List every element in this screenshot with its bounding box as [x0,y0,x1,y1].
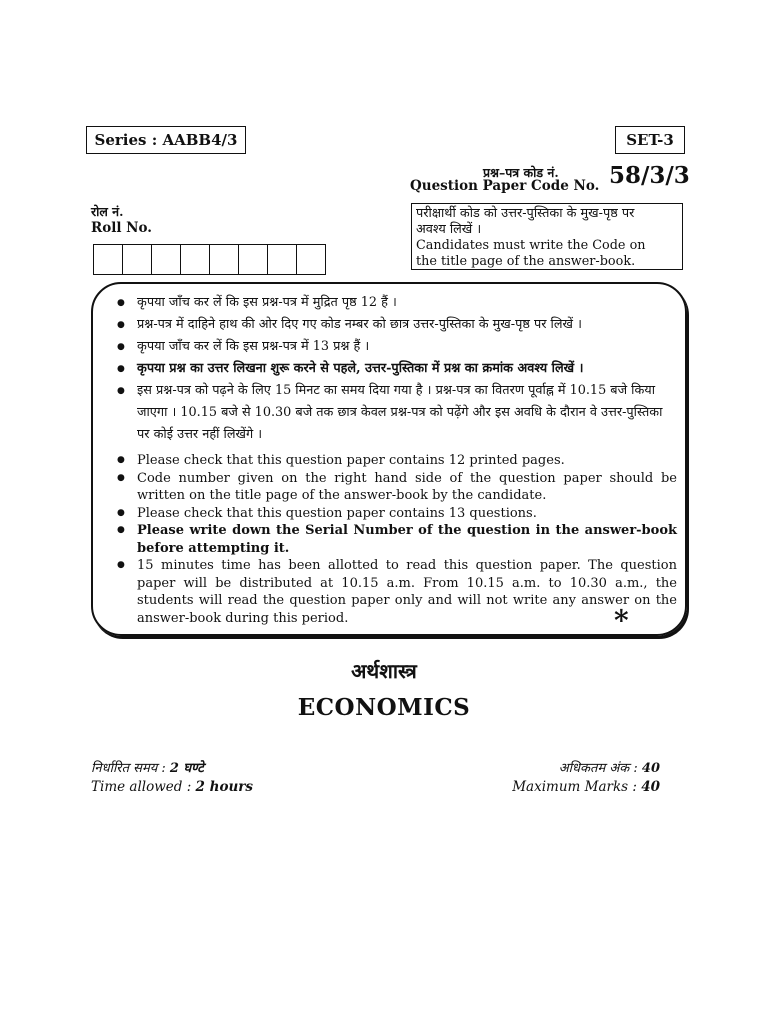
time-allowed-english [91,779,253,795]
time-allowed-english-value: 2 hours [195,779,253,795]
roll-number-cell[interactable] [210,245,239,274]
instruction-item-hindi: ● इस प्रश्न-पत्र को पढ़ने के लिए 15 मिनट का समय दिया गया है । प्रश्न-पत्र का वितरण पूर्वाह्न में 10.15 बजे किया जाएगा । 10.15 बजे से 10.30 बजे तक छात्र केवल प्रश्न-पत्र को पढ़ेंगे और इस अवधि के दौरान वे उत्तर-पुस्तिका पर कोई उत्तर नहीं लिखेंगे । [111,380,677,446]
subject-title-english: ECONOMICS [297,694,471,721]
roll-number-cell[interactable] [123,245,152,274]
roll-number-cell[interactable] [181,245,210,274]
set-label: SET-3 [615,126,685,154]
candidate-note-english-line: the title page of the answer-book. [416,254,636,269]
maximum-marks-english-value: 40 [641,779,660,795]
instruction-item-hindi: ● कृपया जाँच कर लें कि इस प्रश्न-पत्र में मुद्रित पृष्ठ 12 हैं । [111,292,677,314]
question-paper-code-label-english: Question Paper Code No. [410,178,600,194]
instructions-hindi-list [111,292,677,446]
candidate-note-english-line: Candidates must write the Code on [416,238,646,253]
roll-number-cell[interactable] [239,245,268,274]
candidate-note-hindi-line: अवश्य लिखें । [416,222,482,237]
question-paper-code: 58/3/3 [609,162,690,189]
asterisk-mark: * [614,604,629,637]
subject-title-hindi: अर्थशास्त्र [351,659,417,683]
candidate-note-hindi-line: परीक्षार्थी कोड को उत्तर-पुस्तिका के मुख-पृष्ठ पर [416,206,635,221]
time-allowed-hindi-label: निर्धारित समय : [91,761,170,776]
roll-number-cell[interactable] [152,245,181,274]
instruction-item-hindi: ● प्रश्न-पत्र में दाहिने हाथ की ओर दिए गए कोड नम्बर को छात्र उत्तर-पुस्तिका के मुख-पृष्ठ पर लिखें । [111,314,677,336]
roll-number-boxes [93,244,326,275]
roll-number-label-hindi: रोल नं. [91,204,124,219]
question-paper-code-label-hindi: प्रश्न–पत्र कोड नं. [483,165,559,180]
time-allowed-hindi [91,758,204,776]
instructions-english-list [111,452,677,627]
series-label: Series : AABB4/3 [86,126,246,154]
maximum-marks-hindi [559,758,660,776]
candidate-code-note [411,203,683,270]
instruction-item-english: ● Please check that this question paper contains 13 questions. [111,505,677,523]
instruction-item-english: ● Please write down the Serial Number of the question in the answer-book before attempting it. [111,522,677,557]
roll-number-cell[interactable] [268,245,297,274]
instruction-item-hindi: ● कृपया प्रश्न का उत्तर लिखना शुरू करने से पहले, उत्तर-पुस्तिका में प्रश्न का क्रमांक अवश्य लिखें । [111,358,677,380]
maximum-marks-hindi-value: 40 [641,761,660,776]
time-allowed-english-label: Time allowed : [91,779,196,795]
roll-number-cell[interactable] [94,245,123,274]
maximum-marks-english [512,779,660,795]
time-allowed-hindi-value: 2 घण्टे [169,761,204,776]
instruction-item-hindi: ● कृपया जाँच कर लें कि इस प्रश्न-पत्र में 13 प्रश्न हैं । [111,336,677,358]
instruction-item-english: ● Please check that this question paper contains 12 printed pages. [111,452,677,470]
instruction-item-english: ● Code number given on the right hand side of the question paper should be written on the title page of the answer-book by the candidate. [111,470,677,505]
roll-number-cell[interactable] [297,245,325,274]
maximum-marks-hindi-label: अधिकतम अंक : [558,761,642,776]
instruction-item-english: ● 15 minutes time has been allotted to read this question paper. The question paper will be distributed at 10.15 a.m. From 10.15 a.m. to 10.30 a.m., the students will read the question paper only and will not write any answer on the answer-book during this period. [111,557,677,627]
roll-number-label-english: Roll No. [91,220,152,236]
maximum-marks-english-label: Maximum Marks : [512,779,642,795]
